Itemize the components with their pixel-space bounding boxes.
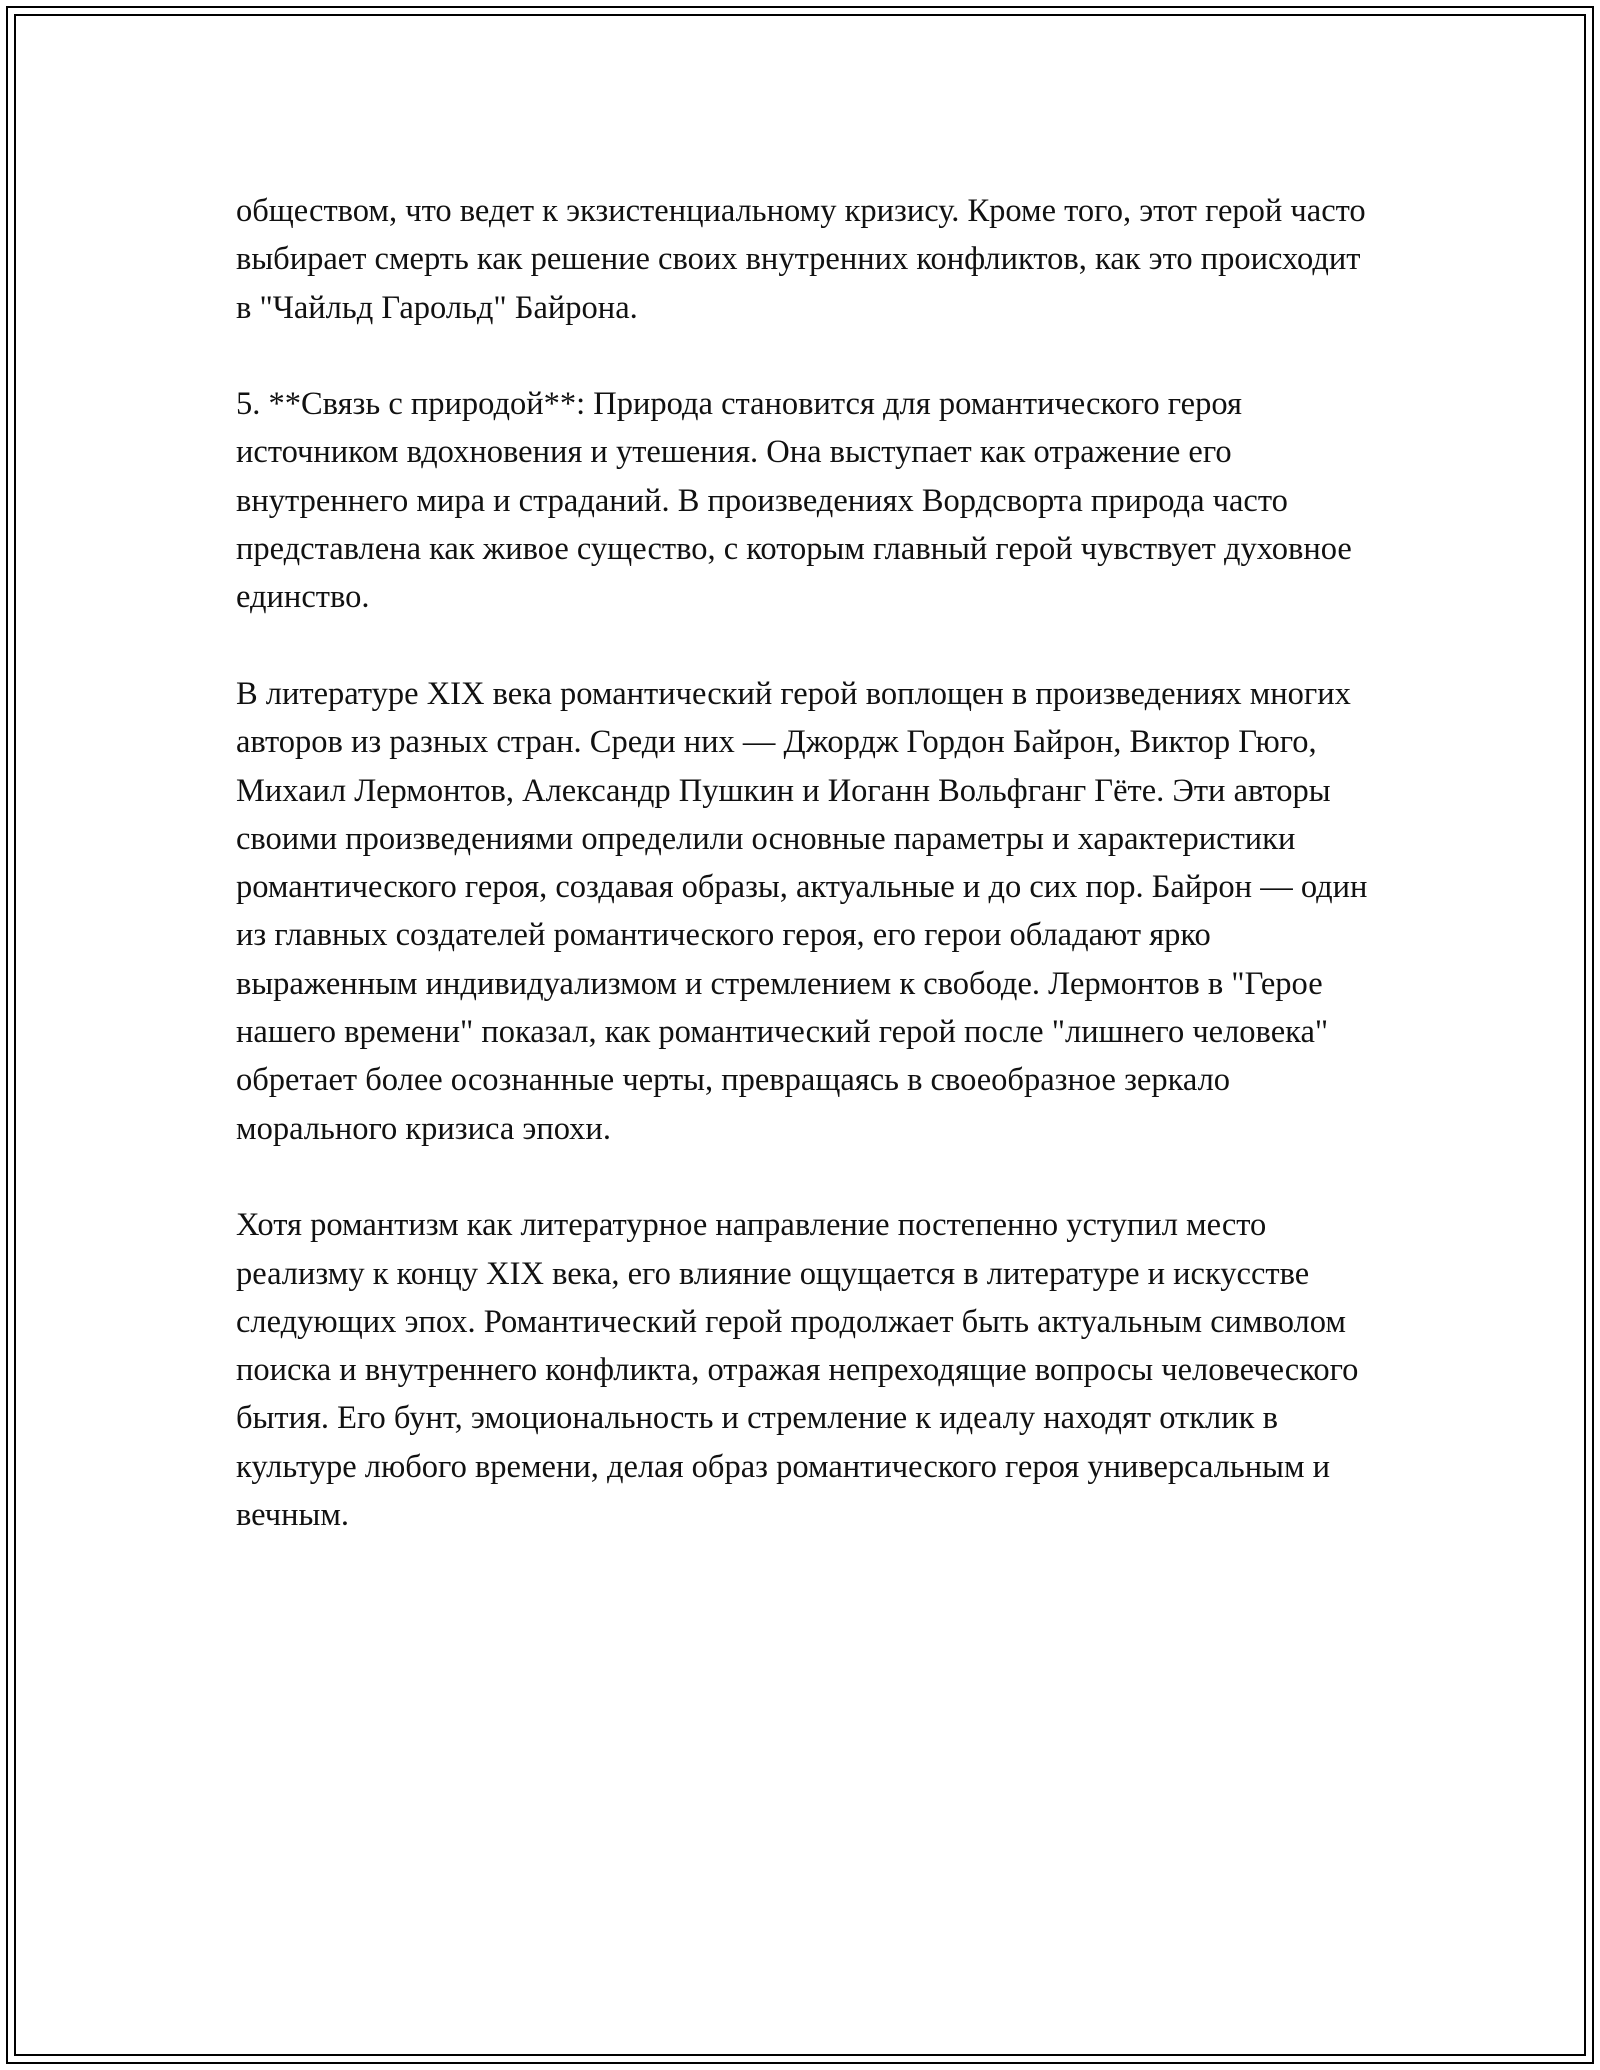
paragraph-2: 5. **Связь с природой**: Природа становится для романтического героя источником вдохновения и утешения. Она выступает как отражение его внутреннего мира и страданий. В произведениях Вордсворта природа часто представлена как живое существо, с которым главный герой чувствует духовное единство. — [236, 386, 1352, 616]
paragraph-1: обществом, что ведет к экзистенциальному кризису. Кроме того, этот герой часто выбирает смерть как решение своих внутренних конфликтов, как это происходит в "Чайльд Гарольд" Байрона. — [236, 193, 1366, 326]
document-body — [236, 187, 1376, 1588]
paragraph-3: В литературе XIX века романтический герой воплощен в произведениях многих авторов из разных стран. Среди них — Джордж Гордон Байрон, Виктор Гюго, Михаил Лермонтов, Александр Пушкин и Иоганн Вольфганг Гёте. Эти авторы своими произведениями определили основные параметры и характеристики романтического героя, создавая образы, актуальные и до сих пор. Байрон — один из главных создателей романтического героя, его герои обладают ярко выраженным индивидуализмом и стремлением к свободе. Лермонтов в "Герое нашего времени" показал, как романтический герой после "лишнего человека" обретает более осознанные черты, превращаясь в своеобразное зеркало морального кризиса эпохи. — [236, 675, 1368, 1147]
paragraph-4: Хотя романтизм как литературное направление постепенно уступил место реализму к концу XIX века, его влияние ощущается в литературе и искусстве следующих эпох. Романтический герой продолжает быть актуальным символом поиска и внутреннего конфликта, отражая непреходящие вопросы человеческого бытия. Его бунт, эмоциональность и стремление к идеалу находят отклик в культуре любого времени, делая образ романтического героя универсальным и вечным. — [236, 1207, 1359, 1534]
